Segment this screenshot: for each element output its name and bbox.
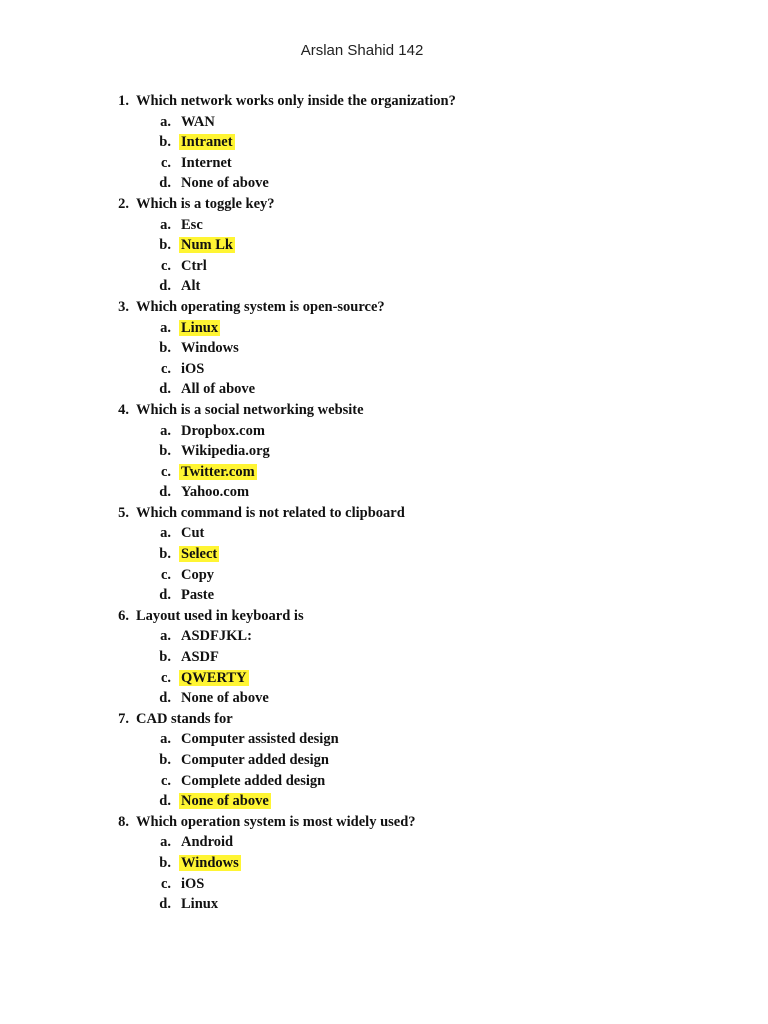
option-text: iOS	[181, 360, 205, 377]
question-4-option-c	[0, 462, 768, 483]
question-text: Which is a toggle key?	[136, 195, 275, 212]
highlighted-answer	[181, 544, 219, 565]
question-1-option-b	[0, 132, 768, 153]
question-3-option-c	[0, 359, 768, 380]
option-letter: a.	[160, 422, 171, 439]
option-text: Internet	[181, 154, 232, 171]
question-text: Layout used in keyboard is	[136, 607, 304, 624]
option-text: Paste	[181, 587, 215, 604]
option-letter: d.	[159, 278, 171, 295]
question-2-option-c	[0, 256, 768, 277]
highlighted-answer	[181, 853, 241, 874]
option-letter: d.	[159, 587, 171, 604]
answer-highlight: Linux	[181, 319, 219, 336]
answer-highlight: QWERTY	[181, 669, 247, 686]
question-text: Which operation system is most widely used?	[136, 813, 416, 830]
option-text: Esc	[181, 216, 203, 233]
question-5-option-b	[0, 544, 768, 565]
option-letter: a.	[160, 319, 171, 336]
option-text: iOS	[181, 875, 205, 892]
highlighted-answer	[181, 462, 257, 483]
option-letter: d.	[159, 793, 171, 810]
answer-highlight: Select	[181, 546, 218, 563]
option-letter: a.	[160, 834, 171, 851]
question-4	[0, 400, 768, 421]
option-text: Cut	[181, 525, 205, 542]
option-letter: c.	[160, 669, 171, 686]
question-7-option-d	[0, 791, 768, 812]
answer-highlight: Windows	[181, 854, 239, 871]
option-letter: c.	[160, 463, 171, 480]
answer-highlight: Num Lk	[181, 237, 233, 254]
option-letter: c.	[160, 566, 171, 583]
option-letter: c.	[160, 154, 171, 171]
question-list	[0, 91, 768, 915]
question-2	[0, 194, 768, 215]
question-5-option-c	[0, 565, 768, 586]
question-1-option-a	[0, 112, 768, 133]
option-letter: d.	[159, 484, 171, 501]
option-text: All of above	[181, 381, 256, 398]
option-letter: a.	[160, 628, 171, 645]
question-number: 7.	[118, 710, 129, 727]
option-text: ASDFJKL:	[181, 628, 252, 645]
option-letter: b.	[159, 546, 171, 563]
option-letter: c.	[160, 257, 171, 274]
answer-highlight: None of above	[181, 793, 269, 810]
question-7-option-c	[0, 771, 768, 792]
option-letter: c.	[160, 360, 171, 377]
option-letter: d.	[159, 175, 171, 192]
question-2-option-d	[0, 276, 768, 297]
question-8	[0, 812, 768, 833]
option-letter: d.	[159, 381, 171, 398]
question-7-option-b	[0, 750, 768, 771]
question-4-option-a	[0, 421, 768, 442]
question-1	[0, 91, 768, 112]
question-number: 8.	[118, 813, 129, 830]
option-letter: b.	[159, 237, 171, 254]
question-4-option-b	[0, 441, 768, 462]
question-8-option-d	[0, 894, 768, 915]
option-letter: b.	[159, 340, 171, 357]
question-3-option-d	[0, 379, 768, 400]
option-letter: d.	[159, 896, 171, 913]
option-text: Dropbox.com	[181, 422, 265, 439]
option-text: Windows	[181, 340, 239, 357]
question-2-option-a	[0, 215, 768, 236]
question-text: CAD stands for	[136, 710, 233, 727]
option-letter: b.	[159, 649, 171, 666]
option-text: WAN	[181, 113, 215, 130]
question-text: Which command is not related to clipboard	[136, 504, 405, 521]
option-letter: a.	[160, 113, 171, 130]
question-8-option-b	[0, 853, 768, 874]
question-number: 1.	[118, 93, 129, 109]
option-text: Wikipedia.org	[181, 443, 270, 460]
question-number: 2.	[118, 195, 129, 212]
option-letter: c.	[160, 772, 171, 789]
option-text: Computer added design	[181, 752, 329, 768]
question-7-option-a	[0, 729, 768, 750]
option-letter: b.	[159, 752, 171, 768]
question-4-option-d	[0, 482, 768, 503]
highlighted-answer	[181, 318, 220, 339]
question-number: 4.	[118, 401, 129, 418]
question-5	[0, 503, 768, 524]
question-3	[0, 297, 768, 318]
question-7	[0, 709, 768, 730]
option-letter: c.	[160, 875, 171, 892]
option-text: None of above	[181, 690, 269, 707]
option-letter: a.	[160, 216, 171, 233]
option-text: Alt	[181, 278, 201, 295]
highlighted-answer	[181, 132, 235, 153]
highlighted-answer	[181, 668, 249, 689]
option-letter: b.	[159, 443, 171, 460]
option-text: Yahoo.com	[181, 484, 250, 501]
question-5-option-a	[0, 523, 768, 544]
option-letter: a.	[160, 731, 171, 748]
option-text: Ctrl	[181, 257, 207, 274]
question-6-option-c	[0, 668, 768, 689]
question-text: Which operating system is open-source?	[136, 298, 385, 315]
question-3-option-b	[0, 338, 768, 359]
question-6-option-b	[0, 647, 768, 668]
question-6-option-a	[0, 626, 768, 647]
option-letter: a.	[160, 525, 171, 542]
question-number: 6.	[118, 607, 129, 624]
highlighted-answer	[181, 791, 271, 812]
question-number: 5.	[118, 504, 129, 521]
option-text: None of above	[181, 175, 269, 192]
option-text: Linux	[181, 896, 219, 913]
answer-highlight: Intranet	[181, 134, 233, 151]
question-1-option-c	[0, 153, 768, 174]
option-letter: d.	[159, 690, 171, 707]
question-6-option-d	[0, 688, 768, 709]
question-3-option-a	[0, 318, 768, 339]
answer-highlight: Twitter.com	[181, 463, 255, 480]
question-6	[0, 606, 768, 627]
option-letter: b.	[159, 854, 171, 871]
question-number: 3.	[118, 298, 129, 315]
page-header-author: Arslan Shahid 142	[300, 42, 424, 59]
question-5-option-d	[0, 585, 768, 606]
option-text: ASDF	[181, 649, 219, 666]
option-letter: b.	[159, 134, 171, 151]
highlighted-answer	[181, 235, 235, 256]
question-2-option-b	[0, 235, 768, 256]
question-text: Which network works only inside the organization?	[136, 93, 456, 109]
option-text: Complete added design	[181, 772, 326, 789]
option-text: Android	[181, 834, 234, 851]
question-text: Which is a social networking website	[136, 401, 364, 418]
option-text: Copy	[181, 566, 215, 583]
question-8-option-a	[0, 832, 768, 853]
question-1-option-d	[0, 173, 768, 194]
question-8-option-c	[0, 874, 768, 895]
option-text: Computer assisted design	[181, 731, 339, 748]
